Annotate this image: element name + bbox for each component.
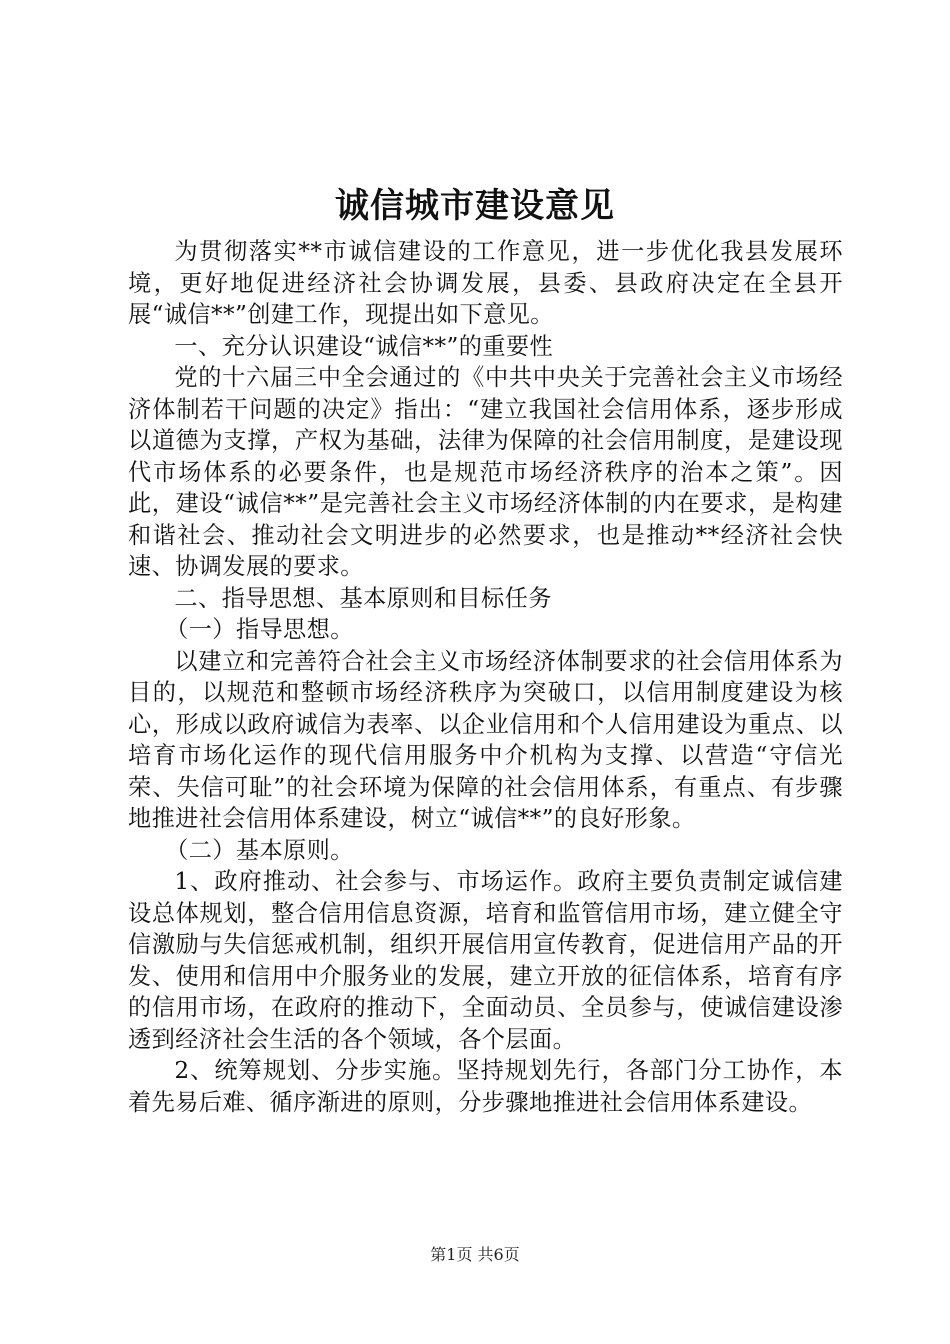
section-heading-1: 一、充分认识建设“诚信**”的重要性 [174, 332, 554, 360]
document-body [128, 236, 843, 1118]
page-footer: 第1页 共6页 [430, 1245, 520, 1264]
paragraph-principle-1: 1、政府推动、社会参与、市场运作。政府主要负责制定诚信建设总体规划，整合信用信息资源，培育和监管信用市场，建立健全守信激励与失信惩戒机制，组织开展信用宣传教育，促进信用产品的开发、使用和信用中介服务业的发展，建立开放的征信体系，培育有序的信用市场，在政府的推动下，全面动员、全员参与，使诚信建设渗透到经济社会生活的各个领域，各个层面。 [128, 868, 843, 1053]
paragraph-importance: 党的十六届三中全会通过的《中共中央关于完善社会主义市场经济体制若干问题的决定》指出：“建立我国社会信用体系，逐步形成以道德为支撑，产权为基础，法律为保障的社会信用制度，是建设现代市场体系的必要条件，也是规范市场经济秩序的治本之策”。因此，建设“诚信**”是完善社会主义市场经济体制的内在要求，是构建和谐社会、推动社会文明进步的必然要求，也是推动**经济社会快速、协调发展的要求。 [128, 364, 843, 580]
section-heading-2: 二、指导思想、基本原则和目标任务 [174, 584, 552, 612]
subsection-heading-basic-principles: （二）基本原则。 [165, 836, 354, 864]
paragraph-principle-2: 2、统筹规划、分步实施。坚持规划先行，各部门分工协作，本着先易后难、循序渐进的原则，分步骤地推进社会信用体系建设。 [128, 1057, 843, 1116]
subsection-heading-guiding-thought: （一）指导思想。 [165, 616, 354, 643]
document-title: 诚信城市建设意见 [335, 186, 615, 226]
paragraph-guiding-thought: 以建立和完善符合社会主义市场经济体制要求的社会信用体系为目的，以规范和整顿市场经济秩序为突破口，以信用制度建设为核心，形成以政府诚信为表率、以企业信用和个人信用建设为重点、以培育市场化运作的现代信用服务中介机构为支撑、以营造“守信光荣、失信可耻”的社会环境为保障的社会信用体系，有重点、有步骤地推进社会信用体系建设，树立“诚信**”的良好形象。 [128, 647, 843, 832]
paragraph-intro: 为贯彻落实**市诚信建设的工作意见，进一步优化我县发展环境，更好地促进经济社会协调发展，县委、县政府决定在全县开展“诚信**”创建工作，现提出如下意见。 [128, 238, 843, 328]
